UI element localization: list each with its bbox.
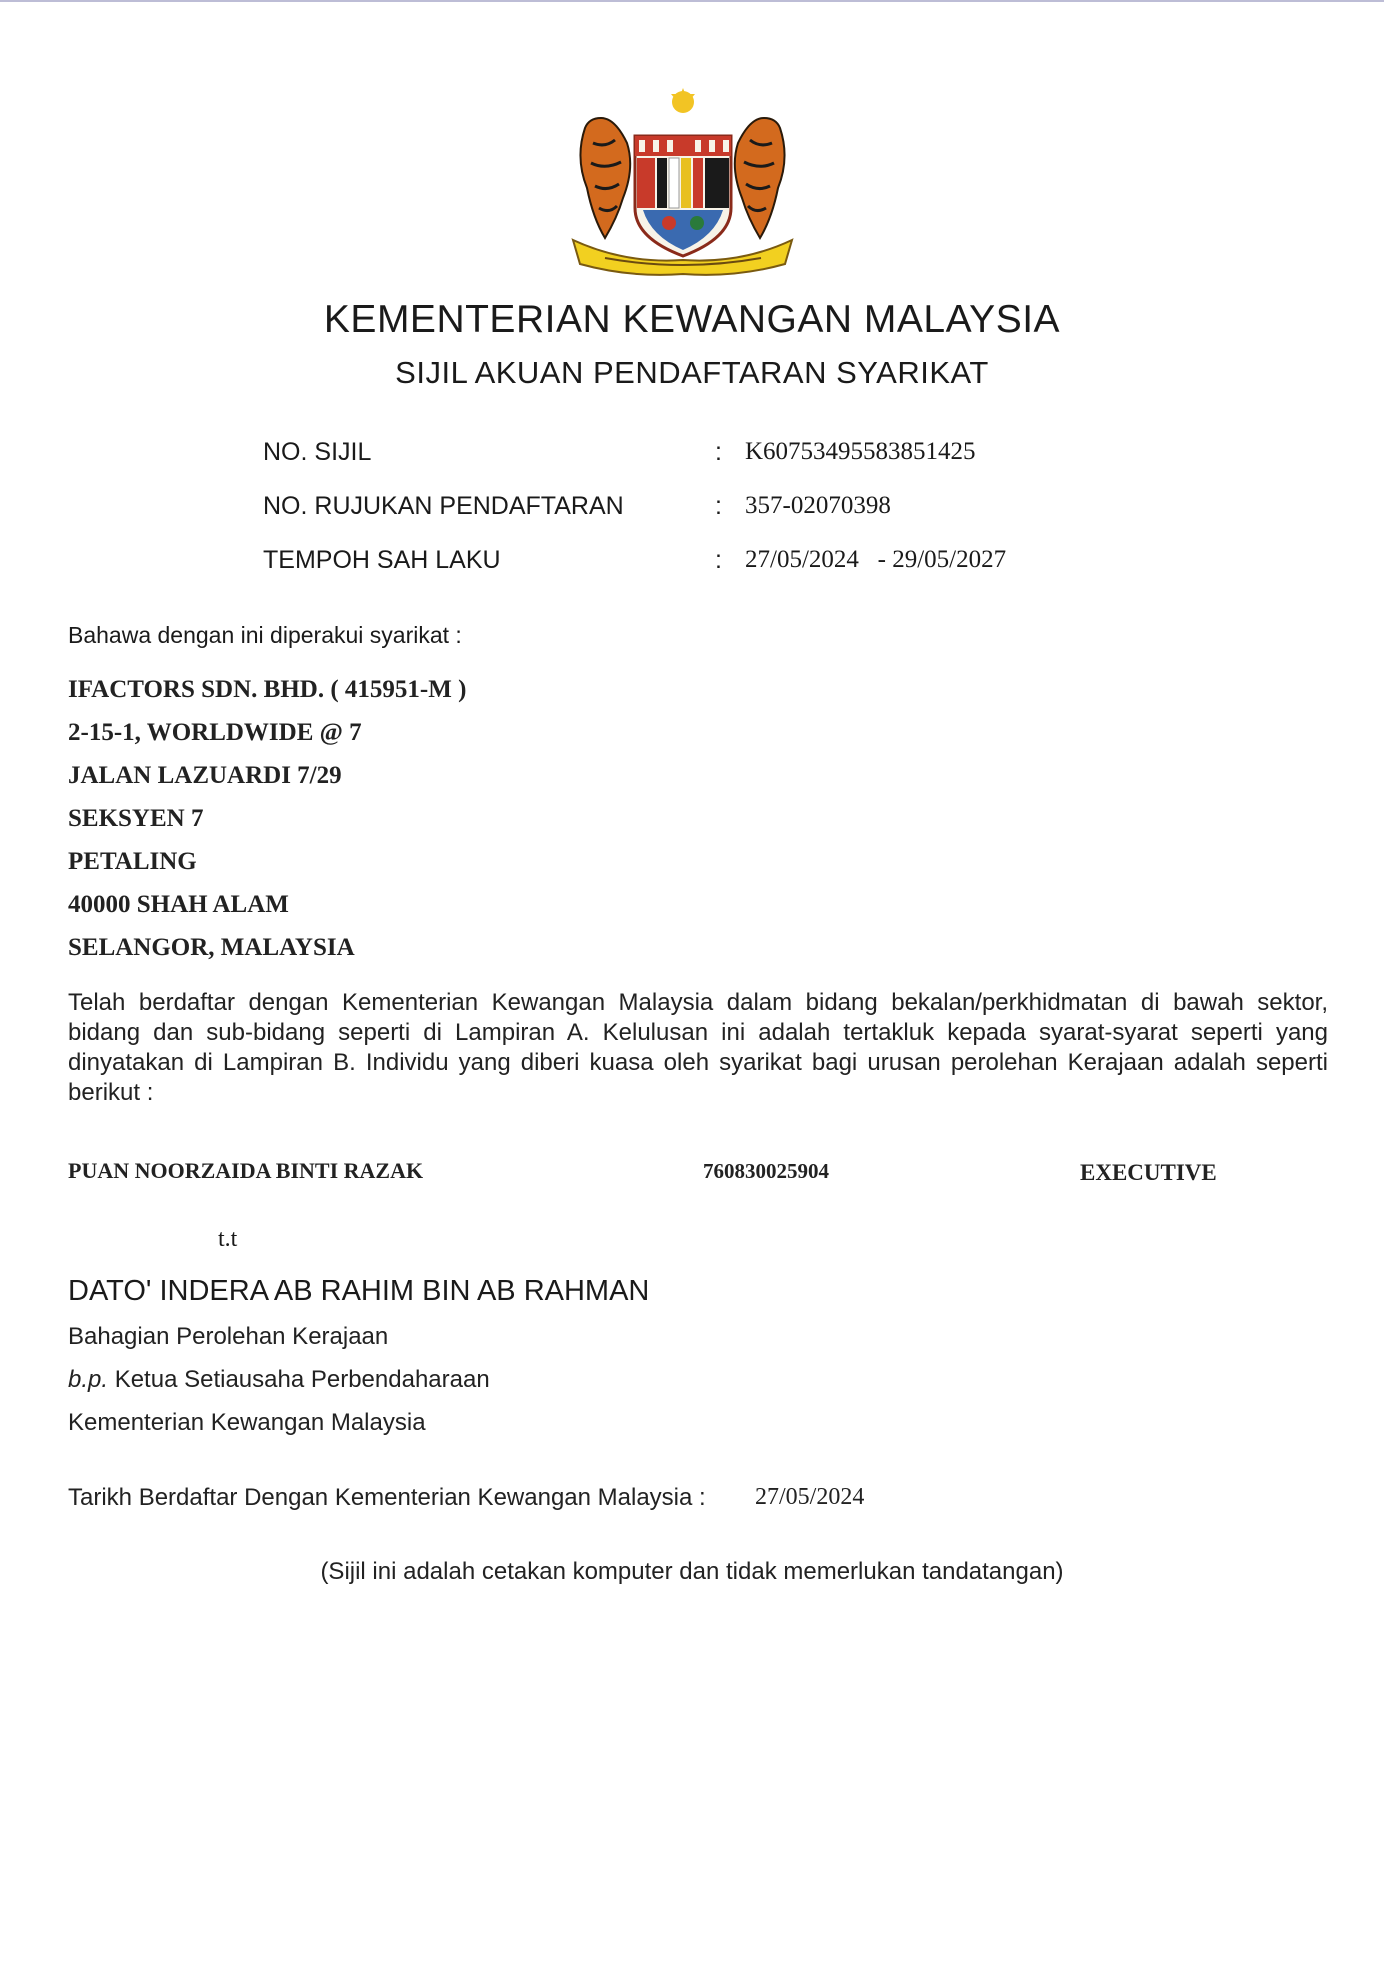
detail-colon: :	[715, 438, 722, 466]
coat-of-arms-icon	[565, 88, 800, 278]
address-line: JALAN LAZUARDI 7/29	[68, 762, 342, 789]
authorized-person-name: PUAN NOORZAIDA BINTI RAZAK	[68, 1158, 424, 1183]
address-line: SELANGOR, MALAYSIA	[68, 934, 355, 961]
signatory-division: Bahagian Perolehan Kerajaan	[68, 1323, 389, 1350]
address-line: PETALING	[68, 848, 197, 875]
intro-text: Bahawa dengan ini diperakui syarikat :	[68, 622, 462, 648]
signatory-name: DATO' INDERA AB RAHIM BIN AB RAHMAN	[68, 1275, 650, 1307]
detail-label: TEMPOH SAH LAKU	[263, 546, 501, 574]
detail-value: 357-02070398	[745, 492, 891, 519]
address-line: SEKSYEN 7	[68, 805, 204, 832]
detail-label: NO. RUJUKAN PENDAFTARAN	[263, 492, 624, 520]
address-line: 40000 SHAH ALAM	[68, 891, 289, 918]
detail-colon: :	[715, 492, 722, 520]
registered-date-label: Tarikh Berdaftar Dengan Kementerian Kewangan Malaysia :	[68, 1484, 706, 1511]
detail-value: 27/05/2024 - 29/05/2027	[745, 546, 1007, 573]
company-name: IFACTORS SDN. BHD. ( 415951-M )	[68, 676, 467, 703]
bp-prefix: b.p.	[68, 1366, 109, 1393]
certificate-title: SIJIL AKUAN PENDAFTARAN SYARIKAT	[395, 355, 989, 390]
ministry-heading: KEMENTERIAN KEWANGAN MALAYSIA	[323, 298, 1061, 341]
footer-note: (Sijil ini adalah cetakan komputer dan tidak memerlukan tandatangan)	[320, 1558, 1064, 1585]
authorized-person-position: EXECUTIVE	[1080, 1160, 1217, 1185]
registered-date-value: 27/05/2024	[755, 1484, 865, 1510]
detail-colon: :	[715, 546, 722, 574]
authorized-person-id: 760830025904	[703, 1159, 829, 1183]
detail-value: K60753495583851425	[745, 438, 976, 465]
signatory-ministry: Kementerian Kewangan Malaysia	[68, 1409, 426, 1436]
address-line: 2-15-1, WORLDWIDE @ 7	[68, 719, 362, 746]
signatory-title	[68, 1366, 490, 1394]
registration-paragraph: Telah berdaftar dengan Kementerian Kewangan Malaysia dalam bidang bekalan/perkhidmatan di bawah sektor, bidang dan sub-bidang seperti di Lampiran A. Kelulusan ini adalah tertakluk kepada syarat-syarat seperti yang dinyatakan di Lampiran B. Individu yang diberi kuasa oleh syarikat bagi urusan perolehan Kerajaan adalah seperti berikut :	[68, 989, 1328, 1106]
detail-label: NO. SIJIL	[263, 438, 372, 466]
top-border	[0, 0, 1384, 2]
bp-title: Ketua Setiausaha Perbendaharaan	[114, 1366, 490, 1393]
tt-mark: t.t	[218, 1226, 238, 1252]
